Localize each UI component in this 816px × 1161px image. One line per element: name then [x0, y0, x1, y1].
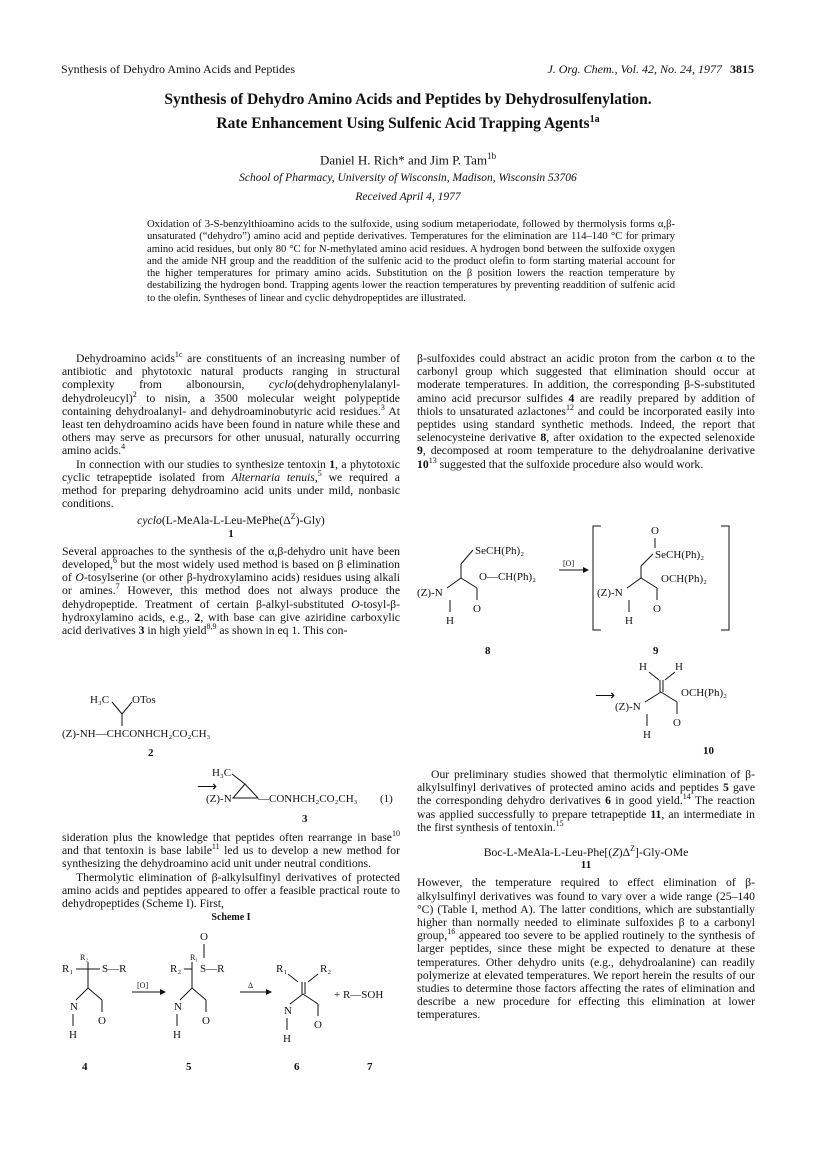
structures-2-3: [62, 692, 400, 830]
text: , with base can give aziridine carboxylic acid derivatives: [62, 610, 400, 638]
text: appeared too severe to be applied routinely to the synthesis of larger peptides, since these might be expected to denature at these temperatures. Other dehydro units (e.g., dehydroalanine) can readily polymerize at elevated temperatures. We report herein the results of our studies to determine those factors affecting the rates of elimination and describe a new procedure for effecting this elimination at lower temperatures.: [417, 929, 755, 1022]
paragraph: Thermolytic elimination of β-alkylsulfinyl derivatives of protected amino acids and peptides appeared to offer a feasible practical route to dehydropeptides (Scheme I). First,: [62, 870, 400, 911]
s2-chain: (Z)-NH—CHCONHCH₂CO₂CH₃: [62, 728, 211, 740]
paragraph: [417, 352, 755, 471]
compound-number: 1: [228, 527, 234, 540]
text: O: [75, 571, 84, 585]
paragraph: [417, 876, 755, 1021]
bond: [649, 672, 659, 680]
compound-ref: 5: [722, 781, 729, 795]
n: N: [284, 1005, 292, 1017]
bond: [88, 988, 102, 1000]
bracket-left: [593, 526, 601, 630]
r1: R₁: [62, 963, 74, 975]
o: O: [473, 603, 481, 615]
n: N: [174, 1001, 182, 1013]
o: O: [202, 1015, 210, 1027]
text: Z: [290, 512, 296, 522]
s-r: S—R: [102, 963, 127, 975]
ref: 1c: [174, 350, 183, 360]
num5: 5: [186, 1061, 192, 1073]
compound-ref: 10: [417, 457, 429, 471]
num9: 9: [653, 645, 659, 657]
text: we required a method for preparing dehydroamino acid units under mild, nonbasic conditions.: [62, 470, 400, 511]
page-number: 3815: [730, 62, 754, 76]
bond: [461, 550, 473, 564]
text: sideration plus the knowledge that peptides often rearrange in base: [62, 831, 392, 844]
text: Several approaches to the synthesis of the α,β-dehydro unit have been developed,: [62, 544, 400, 572]
paragraph: [62, 352, 400, 458]
text: -tosyl-β-hydroxylamino acids, e.g.,: [62, 597, 400, 624]
bond: [112, 702, 122, 714]
text: and could be incorporated easily into peptides using standard synthetic methods. Indeed, the report that selenocysteine derivative: [417, 404, 756, 445]
zn: (Z)-N: [615, 701, 641, 713]
text: (L-MeAla-L-Leu-MePhe(Δ: [161, 514, 291, 528]
text: gave the corresponding dehydro derivatives: [417, 781, 756, 808]
paragraph: [62, 831, 400, 871]
text: Dehydroamino acids: [76, 352, 175, 365]
ref: 7: [115, 582, 120, 592]
s2-h3c: H₃C: [90, 694, 110, 706]
scheme-label: Scheme I: [211, 912, 251, 924]
r2: R₂: [80, 953, 89, 962]
journal-name: J. Org. Chem., Vol. 42, No. 24, 1977: [547, 62, 722, 76]
bond: [661, 692, 677, 702]
text: to nisin, a 3500 molecular weight polypeptide containing dehydroalanyl- and dehydroaminobutyric acid residues.: [62, 391, 400, 418]
ref: 6: [112, 556, 117, 566]
h: H: [643, 729, 651, 741]
bond: [645, 692, 661, 702]
r2: R₂: [320, 963, 332, 975]
right-column-part-2: [417, 768, 755, 1022]
bond: [447, 578, 461, 588]
text: suggested that the sulfoxide procedure also would work.: [436, 457, 704, 471]
title-line-2-text: Rate Enhancement Using Sulfenic Acid Trapping Agents: [216, 115, 590, 133]
journal-citation: [547, 62, 754, 77]
h: H: [173, 1029, 181, 1041]
compound-ref: 1: [329, 457, 336, 471]
bond: [461, 578, 477, 588]
text: in high yield: [144, 624, 207, 638]
paragraph: [62, 458, 400, 511]
s-r: S—R: [200, 963, 225, 975]
text: O: [351, 597, 360, 611]
compound-number: 11: [580, 859, 592, 872]
text: However, the temperature required to effect elimination of β-alkylsulfinyl derivatives was found to vary over a wide range (25–140 °C) (Table I, method A). The latter conditions, which are substantially higher than normally needed to eliminate sulfoxides β to a carbonyl group,: [417, 876, 755, 943]
ref: 5: [317, 468, 322, 478]
s9-ester: OCH(Ph)₂: [661, 573, 708, 585]
running-header-title: Synthesis of Dehydro Amino Acids and Peptides: [61, 62, 295, 76]
left-column-part-1: [62, 352, 400, 637]
ref: 14: [682, 792, 691, 802]
text: as shown in eq 1. This con-: [216, 624, 348, 638]
text: are readily prepared by addition of thiols to unsaturated azlactones: [417, 391, 755, 418]
h: H: [446, 615, 454, 627]
h: H: [675, 661, 683, 673]
o-top: O: [200, 932, 208, 943]
r2: R₂: [170, 963, 182, 975]
title-line-1: Synthesis of Dehydro Amino Acids and Peptides by Dehydrosulfenylation.: [164, 91, 652, 108]
author-names: Daniel H. Rich* and Jim P. Tam: [319, 152, 488, 168]
o: O: [653, 603, 661, 615]
compound-ref: 11: [650, 807, 662, 821]
arrowhead: [266, 989, 272, 995]
zn: (Z)-N: [597, 587, 623, 599]
text: Our preliminary studies showed that thermolytic elimination of β-alkylsulfinyl derivatives of protected amino acids and peptides: [417, 768, 755, 795]
ref: 16: [447, 927, 456, 937]
plus-sulfenic-acid: + R—SOH: [334, 989, 384, 1001]
article-title: [60, 90, 756, 134]
r1: R₁: [276, 963, 288, 975]
ref: 13: [428, 455, 437, 465]
s8-se: SeCH(Ph)₂: [475, 545, 525, 557]
ref: 15: [555, 818, 564, 828]
text: , an intermediate in the first synthesis of tentoxin.: [417, 807, 755, 834]
text: Alternaria tenuis: [231, 470, 315, 484]
o: O: [673, 717, 681, 729]
bond: [290, 994, 303, 1004]
s3-rest: —CONHCH₂CO₂CH₃: [258, 793, 358, 805]
compound-ref: 6: [605, 794, 611, 808]
h: H: [69, 1029, 77, 1041]
eq-label: (1): [380, 793, 393, 805]
author-footnote: 1b: [487, 151, 497, 161]
text: , a phytotoxic cyclic tetrapeptide isolated from: [62, 457, 400, 484]
s2-otos: OTos: [132, 694, 156, 706]
formula-tetrapeptide: [417, 846, 755, 859]
text: ]-Gly-OMe: [635, 846, 689, 860]
bond: [641, 554, 653, 566]
right-column-part-1: [417, 352, 755, 471]
r1: R₁: [190, 953, 199, 962]
text: The reaction was applied successfully to prepare tetrapeptide: [417, 794, 755, 821]
bond: [122, 702, 132, 714]
num6: 6: [294, 1061, 300, 1073]
s2-number: 2: [148, 747, 154, 759]
text: Boc-L-MeAla-L-Leu-Phe[(: [483, 846, 613, 860]
ref: 3: [380, 402, 385, 412]
bond: [288, 974, 298, 982]
arrow: ⟶: [197, 780, 218, 795]
s9-se: SeCH(Ph)₂: [655, 549, 705, 561]
arrowhead: [583, 567, 589, 573]
bond: [665, 672, 675, 680]
bond: [303, 994, 318, 1004]
title-footnote: 1a: [589, 114, 600, 125]
oxidant: [O]: [563, 559, 575, 568]
bond: [641, 578, 657, 588]
o: O: [314, 1019, 322, 1031]
num4: 4: [82, 1061, 88, 1073]
n: N: [70, 1001, 78, 1013]
bond: [192, 988, 206, 1000]
text: are constituents of an increasing number of antibiotic and phytotoxic natural products ranging in structural complexity from albonoursin,: [62, 352, 400, 392]
ref: 8,9: [206, 622, 217, 632]
structures-8-9-10: [417, 520, 755, 760]
text: (dehydrophenylalanyl-dehydroleucyl): [62, 378, 400, 405]
ref: 11: [211, 842, 220, 852]
text: but the most widely used method is based on β elimination of: [62, 558, 400, 585]
scheme-1: [62, 932, 400, 1077]
abstract: Oxidation of 3-S-benzylthioamino acids to the sulfoxide, using sodium metaperiodate, followed by thermolysis forms α,β-unsaturated (“dehydro”) amino acid and peptide derivatives. Temperatures for the elimination are 114–140 °C for primary amino acid residues, but only 80 °C for N-methylated amino acid residues. A hydrogen bond between the sulfoxide oxygen and the amide NH group and the readdition of the sulfenic acid to the product olefin to form starting material account for the higher temperatures for primary amino acids. Substitution on the β position lowers the reaction temperature by destabilizing the hydrogen bond. Trapping agents lower the reaction temperatures by preventing readdition of sulfenic acid to the olefin. Syntheses of linear and cyclic dehydropeptides are illustrated.: [147, 219, 675, 304]
text: cyclo: [268, 378, 294, 392]
affiliation: School of Pharmacy, University of Wisconsin, Madison, Wisconsin 53706: [239, 172, 577, 184]
bond: [180, 988, 192, 1000]
s8-ester: O—CH(Ph)₂: [479, 571, 537, 583]
s3-h3c: H₃C: [212, 767, 232, 779]
paragraph: [417, 768, 755, 834]
text: cyclo: [137, 514, 162, 528]
compound-ref: 4: [568, 391, 575, 405]
bond: [76, 988, 88, 1000]
compound-ref: 2: [194, 610, 201, 624]
o: O: [98, 1015, 106, 1027]
bracket-right: [721, 526, 729, 630]
aziridine-ring: [233, 784, 258, 798]
author-line: [60, 151, 756, 168]
text: led us to develop a new method for synthesizing the dehydroamino acid unit under neutral conditions.: [62, 844, 400, 871]
ref: 12: [565, 402, 574, 412]
text: )-Gly): [295, 514, 325, 528]
bond: [627, 578, 641, 588]
text: At least ten dehydroamino acids have been found in nature while these and others may serve as precursors for other unusual, naturally occurring amino acids.: [62, 404, 401, 458]
text: However, this method does not always produce the dehydropeptide. Treatment of certain β-alkyl-substituted: [62, 584, 401, 611]
bond: [308, 974, 318, 982]
formula-tentoxin: [62, 514, 400, 527]
text: , after oxidation to the expected selenoxide: [546, 431, 755, 445]
s3-zn: (Z)-N: [206, 793, 232, 805]
num8: 8: [485, 645, 491, 657]
text: -tosylserine (or other β-hydroxylamino acids) residues using alkali or amines.: [62, 571, 400, 598]
o-top: O: [651, 525, 659, 537]
bond: [232, 774, 245, 784]
text: and that tentoxin is base labile: [62, 844, 212, 858]
ref: 10: [392, 829, 400, 839]
text: β-sulfoxides could abstract an acidic proton from the carbon α to the carbonyl group which suggested that elimination should occur at moderate temperatures. In addition, the corresponding β-S-substituted amino acid precursor sulfides: [417, 352, 755, 405]
delta: Δ: [248, 981, 254, 990]
zn: (Z)-N: [417, 587, 443, 599]
left-column-part-2: [62, 831, 400, 924]
h: H: [639, 661, 647, 673]
paragraph: [62, 545, 400, 637]
s3-number: 3: [302, 813, 308, 825]
ref: 4: [121, 442, 126, 452]
arrowhead: [160, 989, 166, 995]
arrow: ⟶: [595, 689, 616, 704]
compound-ref: 3: [138, 624, 145, 638]
text: Z: [630, 844, 636, 854]
text: In connection with our studies to synthesize tentoxin: [76, 457, 330, 471]
h: H: [625, 615, 633, 627]
text: in good yield.: [610, 794, 683, 808]
oxidant: [O]: [137, 981, 149, 990]
received-date: Received April 4, 1977: [355, 191, 461, 203]
compound-ref: 8: [540, 431, 547, 445]
ref: 2: [132, 389, 137, 399]
text: , decomposed at room temperature to the dehydroalanine derivative: [422, 444, 755, 458]
text: ,: [314, 470, 318, 484]
num7: 7: [367, 1061, 373, 1073]
h: H: [283, 1033, 291, 1045]
text: Z: [612, 846, 619, 860]
compound-ref: 9: [417, 444, 423, 458]
title-line-2: [60, 110, 756, 134]
s10-ester: OCH(Ph)₂: [681, 687, 728, 699]
text: )Δ: [618, 846, 631, 860]
num10: 10: [703, 745, 714, 757]
